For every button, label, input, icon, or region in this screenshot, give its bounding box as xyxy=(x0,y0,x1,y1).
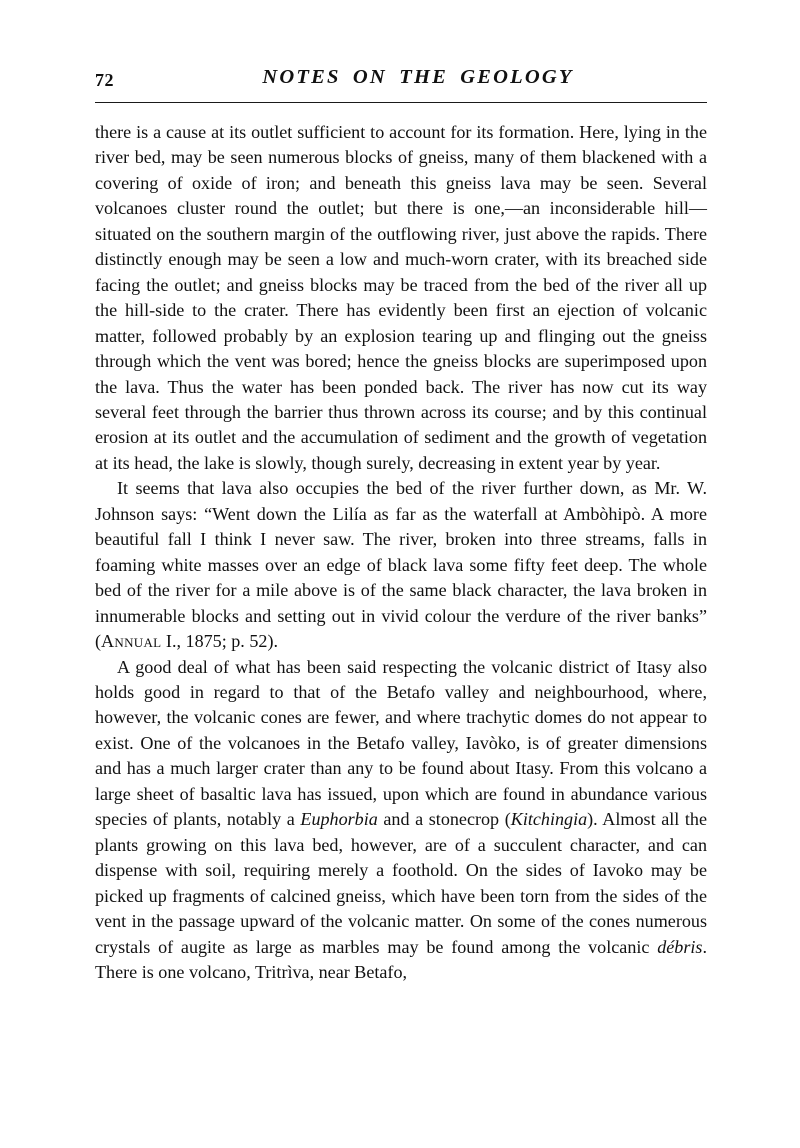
body-text xyxy=(95,120,707,985)
running-title: NOTES ON THE GEOLOGY xyxy=(262,66,574,88)
page-content xyxy=(95,62,707,985)
paragraph-3-text-a: A good deal of what has been said respecting the volcanic district of Itasy also holds good in regard to that of the Betafo valley and neighbourhood, where, however, the volcanic cones are fewer, and where trachytic domes do not appear to exist. One of the volcanoes in the Betafo valley, Iavòko, is of greater dimensions and has a much larger crater than any to be found about Itasy. From this volcano a large sheet of basaltic lava has issued, upon which are found in abundance various species of plants, notably a xyxy=(95,656,707,830)
page-number: 72 xyxy=(95,70,114,90)
paragraph-3 xyxy=(95,655,707,986)
species-name-kitchingia: Kitchingia xyxy=(510,809,588,830)
header-rule xyxy=(95,102,707,103)
paragraph-2-text-before-citation: It seems that lava also occupies the bed of the river further down, as Mr. W. Johnson says: “Went down the Lilía as far as the waterfall at Ambòhipò. A more beautiful fall I think I never saw. The river, broken into three streams, falls in foaming white masses over an edge of black lava some fifty feet deep. The whole bed of the river for a mile above is of the same black character, the lava broken in innumerable blocks and setting out in vivid colour the verdure of the river banks” ( xyxy=(95,478,707,652)
paragraph-1-text: there is a cause at its outlet sufficient to account for its formation. Here, lying in the river bed, may be seen numerous blocks of gneiss, many of them blackened with a covering of oxide of iron; and beneath this gneiss lava may be seen. Several volcanoes cluster round the outlet; but there is one,—an inconsiderable hill—situated on the southern margin of the outflowing river, just above the rapids. There distinctly enough may be seen a low and much-worn crater, with its breached side facing the outlet; and gneiss blocks may be traced from the bed of the river all up the hill-side to the crater. There has evidently been first an ejection of volcanic matter, followed probably by an explosion tearing up and flinging out the gneiss through which the vent was bored; hence the gneiss blocks are superimposed upon the lava. Thus the water has been ponded back. The river has now cut its way several feet through the barrier thus thrown across its course; and by this continual erosion at its outlet and the accumulation of sediment and the growth of vegetation at its head, the lake is slowly, though surely, decreasing in extent year by year. xyxy=(95,122,707,473)
species-name-euphorbia: Euphorbia xyxy=(300,809,378,830)
paragraph-1 xyxy=(95,120,707,476)
citation-source-smallcaps: Annual xyxy=(101,631,162,652)
citation-reference: I., 1875; p. 52). xyxy=(161,631,278,652)
paragraph-3-text-b: and a stonecrop ( xyxy=(377,809,511,830)
foreign-term-debris: débris xyxy=(657,936,703,957)
running-head xyxy=(95,62,707,106)
paragraph-3-text-d: . There is one volcano, Tritrìva, near Betafo, xyxy=(95,936,707,982)
paragraph-2 xyxy=(95,476,707,654)
paragraph-3-text-c: ). Almost all the plants growing on this lava bed, however, are of a succulent character, and can dispense with soil, requiring merely a foothold. On the sides of Iavoko may be picked up fragments of calcined gneiss, which have been torn from the sides of the vent in the passage upward of the volcanic matter. On some of the cones numerous crystals of augite as large as marbles may be found among the volcanic xyxy=(95,809,707,957)
